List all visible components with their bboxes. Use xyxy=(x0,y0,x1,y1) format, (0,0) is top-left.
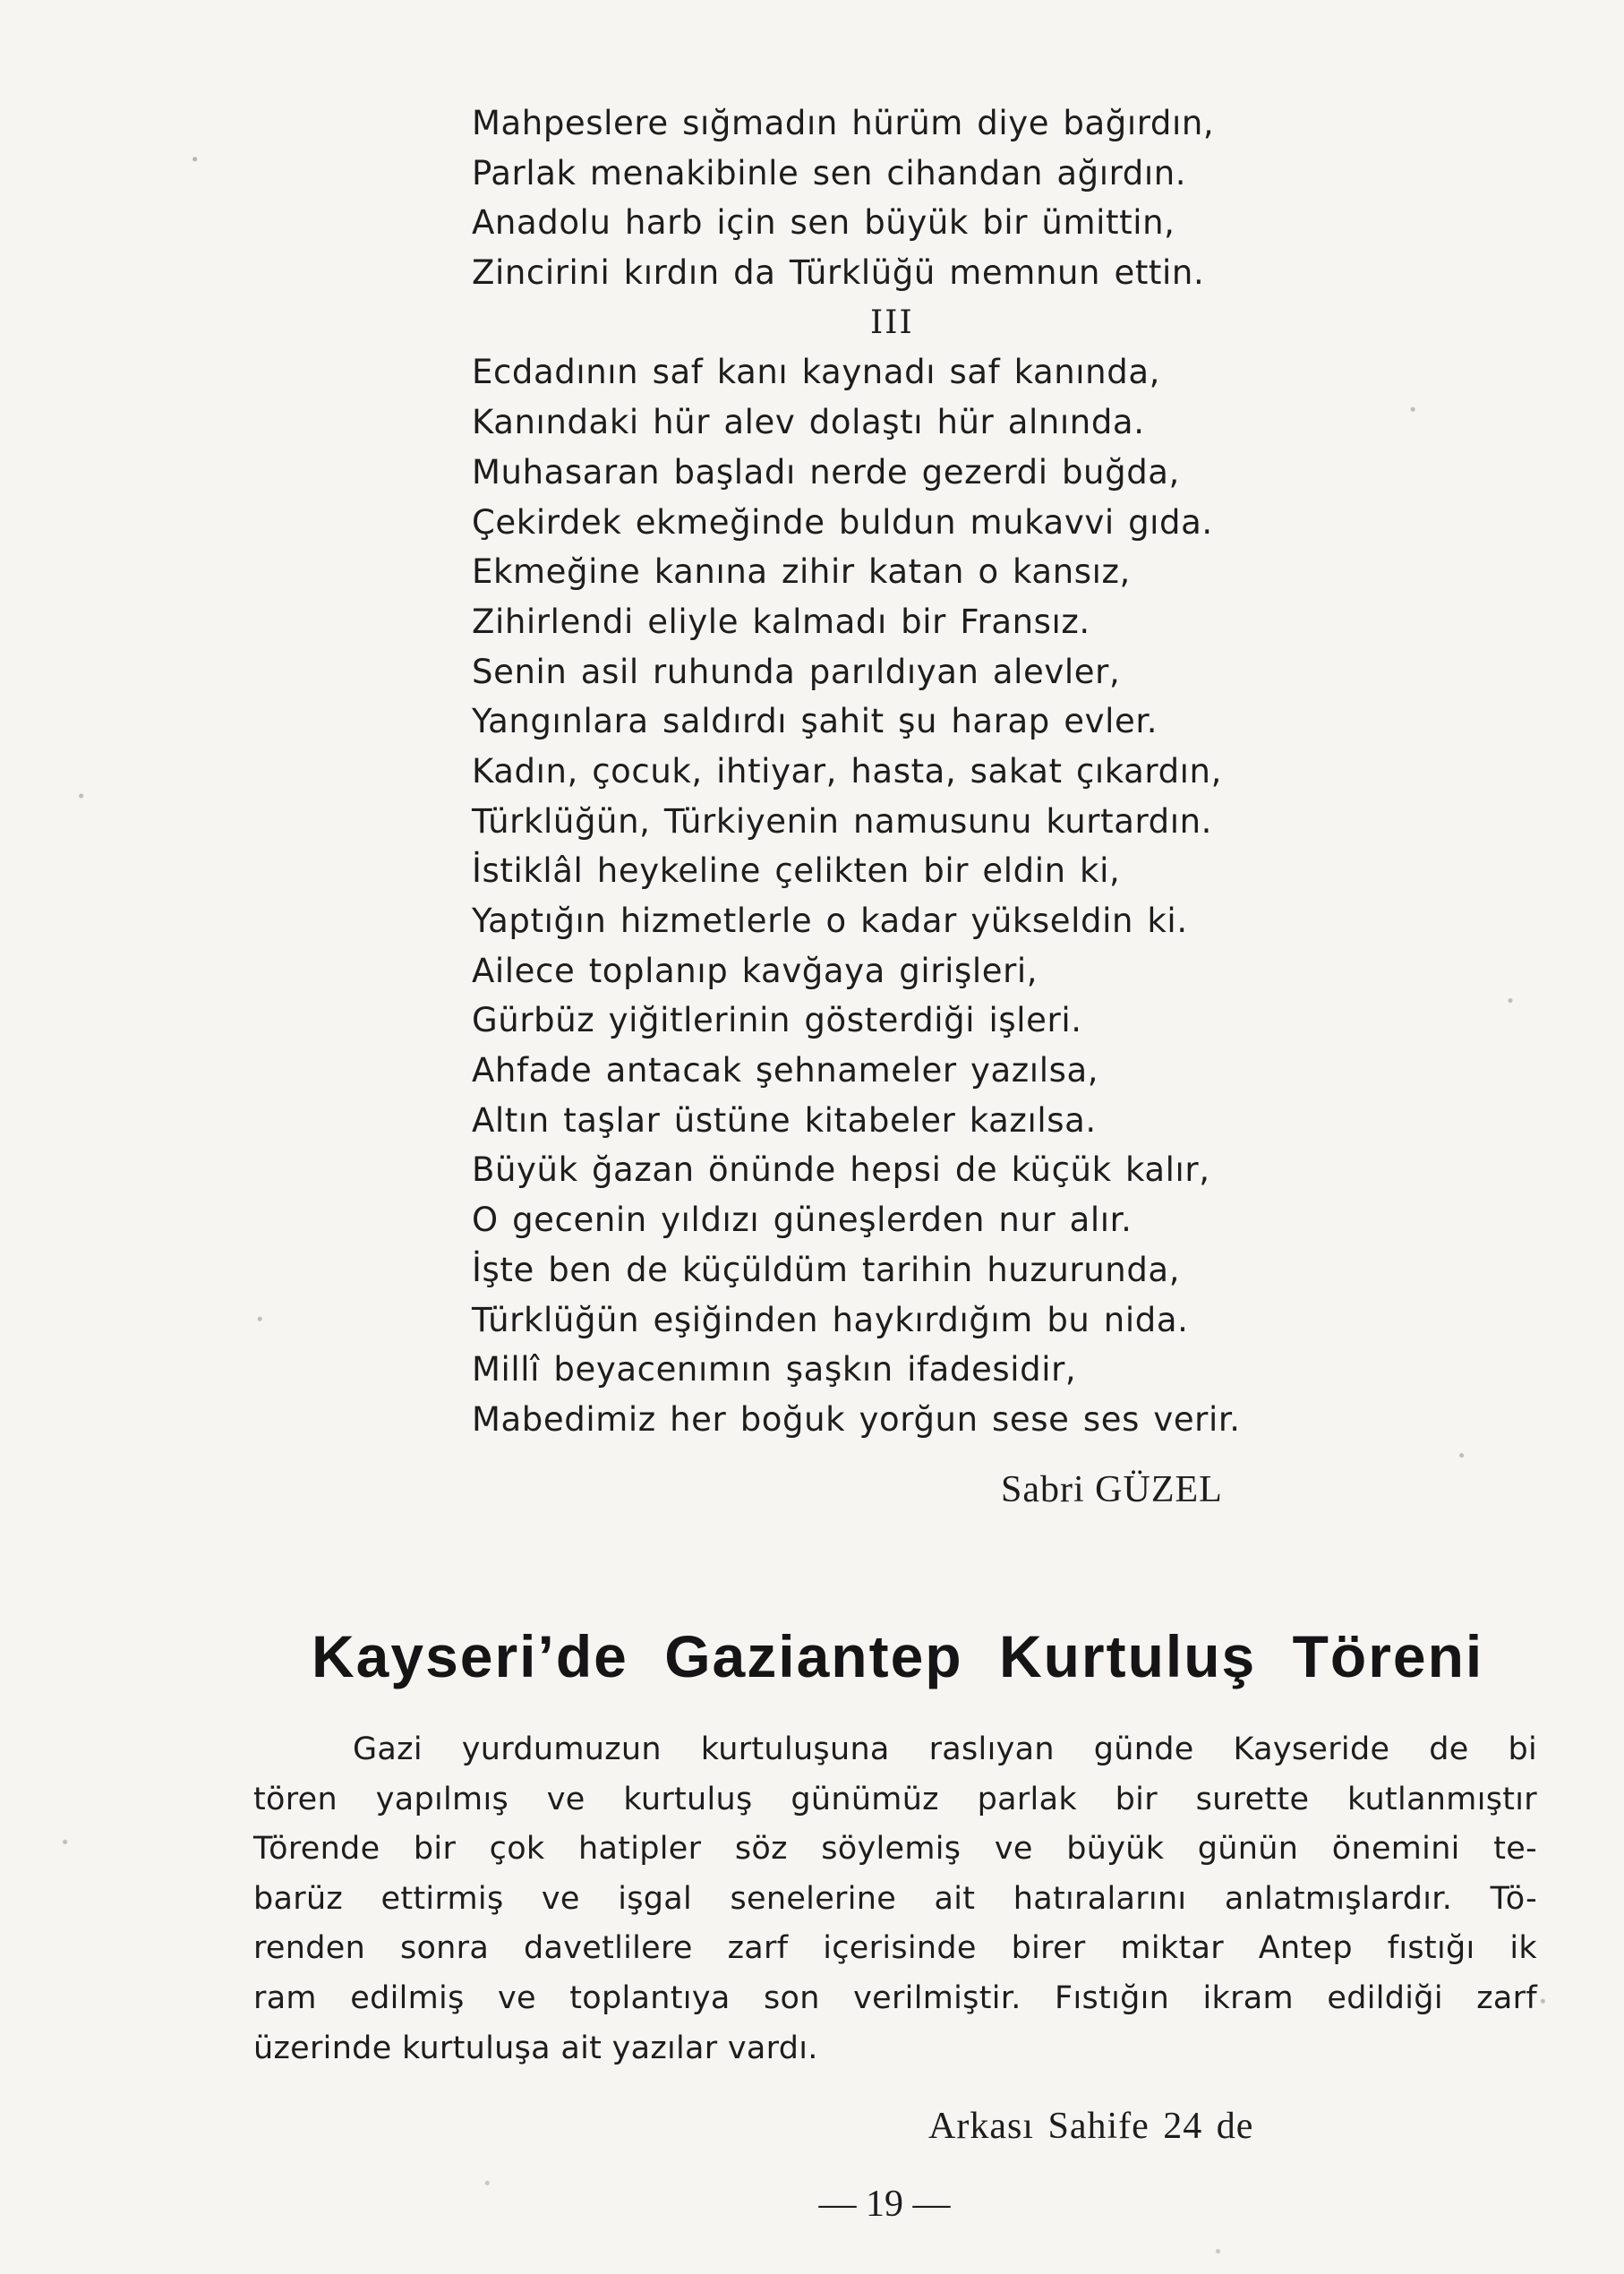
article-line: üzerinde kurtuluşa ait yazılar vardı. xyxy=(253,2030,818,2066)
poem-line: Büyük ğazan önünde hepsi de küçük kalır, xyxy=(472,1150,1210,1190)
article-line: ram edilmiş ve toplantıya son verilmiştir. Fıstığın ikram edildiği zarf xyxy=(253,1979,1537,2016)
poem-line: Yangınlara saldırdı şahit şu harap evler. xyxy=(472,702,1158,741)
poem-block xyxy=(472,98,1457,1445)
poem-line: Türklüğün, Türkiyenin namusunu kurtardın. xyxy=(472,801,1213,841)
continuation-note: Arkası Sahife 24 de xyxy=(928,2106,1254,2147)
article-line: barüz ettirmiş ve işgal senelerine ait hatıralarını anlatmışlardır. Tö- xyxy=(253,1880,1537,1917)
poem-line: Gürbüz yiğitlerinin gösterdiği işleri. xyxy=(472,1001,1082,1040)
poem-line: Ahfade antacak şehnameler yazılsa, xyxy=(472,1051,1099,1090)
article-line: Törende bir çok hatipler söz söylemiş ve büyük günün önemini te- xyxy=(253,1831,1537,1868)
poem-line: Kanındaki hür alev dolaştı hür alnında. xyxy=(472,403,1145,442)
poem-line: Muhasaran başladı nerde gezerdi buğda, xyxy=(472,452,1180,492)
poem-line: Parlak menakibinle sen cihandan ağırdın. xyxy=(472,153,1187,192)
article-body xyxy=(253,1725,1537,2073)
poem-stanza-2 xyxy=(472,347,1457,1444)
article-line: Gazi yurdumuzun kurtuluşuna raslıyan günde Kayseride de bi xyxy=(353,1731,1537,1767)
poem-line: Yaptığın hizmetlerle o kadar yükseldin ki. xyxy=(472,902,1188,940)
poem-line: Ecdadının saf kanı kaynadı saf kanında, xyxy=(472,353,1160,392)
poem-line: Zincirini kırdın da Türklüğü memnun ettin. xyxy=(472,253,1205,293)
poem-line: Altın taşlar üstüne kitabeler kazılsa. xyxy=(472,1100,1097,1140)
poem-line: İşte ben de küçüldüm tarihin huzurunda, xyxy=(472,1250,1181,1289)
poem-line: Ekmeğine kanına zihir katan o kansız, xyxy=(472,552,1131,592)
poem-line: Millî beyacenımın şaşkın ifadesidir, xyxy=(472,1350,1077,1389)
article-line: renden sonra davetlilere zarf içerisinde birer miktar Antep fıstığı ik xyxy=(253,1930,1537,1967)
poem-line: Anadolu harb için sen büyük bir ümittin, xyxy=(472,203,1175,243)
poem-line: İstiklâl heykeline çelikten bir eldin ki, xyxy=(472,851,1121,891)
poem-line: O gecenin yıldızı güneşlerden nur alır. xyxy=(472,1201,1133,1240)
page-number: — 19 — xyxy=(818,2184,951,2225)
poem-line: Zihirlendi eliyle kalmadı bir Fransız. xyxy=(472,602,1090,641)
article-line: tören yapılmış ve kurtuluş günümüz parlak bir surette kutlanmıştır xyxy=(253,1781,1537,1817)
poem-line: Mabedimiz her boğuk yorğun sese ses verir. xyxy=(472,1399,1241,1439)
poem-stanza-1 xyxy=(472,98,1457,298)
poem-line: Mahpeslere sığmadın hürüm diye bağırdın, xyxy=(472,104,1215,142)
poem-author: Sabri GÜZEL xyxy=(1001,1469,1223,1510)
poem-line: Ailece toplanıp kavğaya girişleri, xyxy=(472,951,1039,990)
poem-line: Çekirdek ekmeğinde buldun mukavvi gıda. xyxy=(472,502,1213,542)
poem-line: Kadın, çocuk, ihtiyar, hasta, sakat çıkardın, xyxy=(472,751,1222,791)
article-headline: Kayseri’de Gaziantep Kurtuluş Töreni xyxy=(312,1623,1484,1689)
poem-line: Türklüğün eşiğinden haykırdığım bu nida. xyxy=(472,1300,1189,1339)
poem-line: Senin asil ruhunda parıldıyan alevler, xyxy=(472,652,1121,691)
section-numeral: III xyxy=(870,303,914,341)
